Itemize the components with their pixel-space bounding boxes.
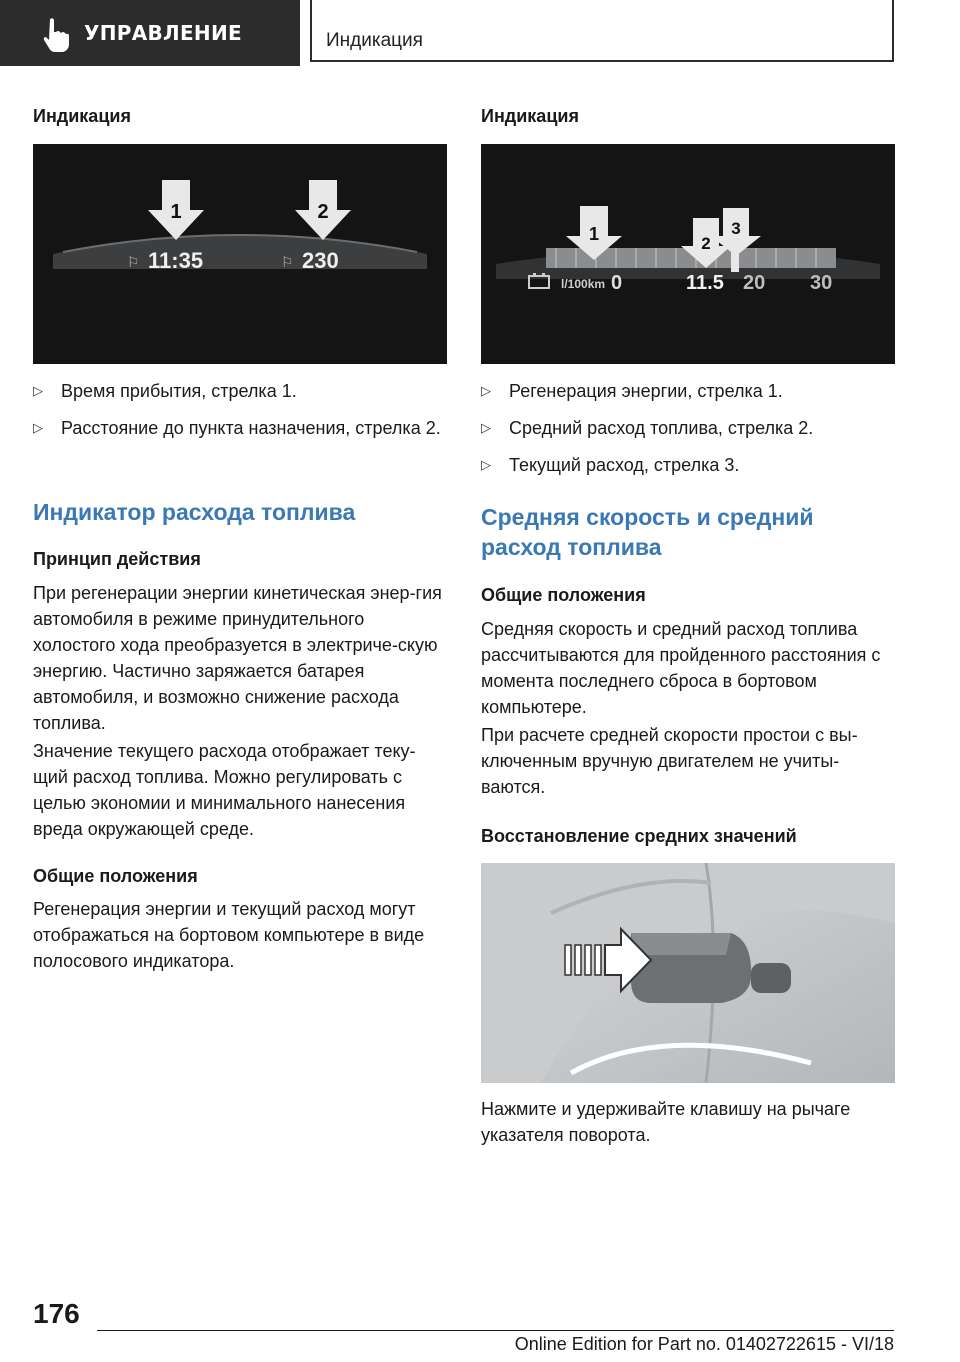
paragraph: Нажмите и удерживайте клавишу на рычаге указателя поворота. xyxy=(481,1099,851,1145)
subsection-title: Общие положения xyxy=(481,585,646,605)
right-bullet-list xyxy=(481,378,895,489)
breadcrumb-label: Индикация xyxy=(326,30,423,51)
paragraph: При регенерации энергии кинетическая энер-гия автомобиля в режиме принудительного холостого хода преобразуется в электриче-скую энергию. Частично заряжается батарея автомобиля, и возможно снижение расхода топлива. xyxy=(33,583,442,733)
triangle-bullet-icon: ▷ xyxy=(33,383,43,398)
left-bullet-list xyxy=(33,378,447,452)
callout-number-1: 1 xyxy=(170,201,182,223)
distance-value: 230 xyxy=(302,248,339,273)
paragraph: При расчете средней скорости простои с вы-ключенным вручную двигателем не учиты-ваются. xyxy=(481,725,858,797)
chapter-tab xyxy=(0,0,300,66)
section-title: Индикатор расхода топлива xyxy=(33,499,356,525)
unit-label: l/100km xyxy=(561,277,606,291)
list-item: ▷ Средний расход топлива, стрелка 2. xyxy=(481,415,895,441)
callout-number-1: 1 xyxy=(588,224,600,244)
list-item: ▷ Регенерация энергии, стрелка 1. xyxy=(481,378,895,404)
footer-text: Online Edition for Part no. 01402722615 - VI/18 xyxy=(514,1334,894,1354)
callout-number-3: 3 xyxy=(731,219,741,238)
hand-pointer-icon xyxy=(34,13,74,53)
figure-caption: Индикация xyxy=(481,106,579,126)
paragraph: Средняя скорость и средний расход топлива рассчитываются для пройденного расстояния с момента последнего сброса в бортовом компьютере. xyxy=(481,619,881,717)
arrival-time-value: 11:35 xyxy=(148,248,204,273)
figure-caption: Индикация xyxy=(33,106,131,126)
fuel-consumption-display-image xyxy=(481,144,895,364)
triangle-bullet-icon: ▷ xyxy=(481,383,491,398)
list-item: ▷ Расстояние до пункта назначения, стрелка 2. xyxy=(33,415,447,441)
chapter-title: УПРАВЛЕНИЕ xyxy=(84,21,242,45)
triangle-bullet-icon: ▷ xyxy=(481,420,491,435)
scale-label-30: 30 xyxy=(810,272,833,294)
footer-divider xyxy=(97,1330,894,1331)
callout-number-2: 2 xyxy=(317,201,329,223)
arrival-distance-display-image xyxy=(33,144,447,364)
average-consumption-value: 11.5 xyxy=(686,272,724,294)
scale-label-20: 20 xyxy=(743,272,766,294)
subsection-title: Принцип действия xyxy=(33,549,201,569)
subsection-title: Восстановление средних значений xyxy=(481,826,797,846)
subsection-title: Общие положения xyxy=(33,866,198,886)
section-title: Средняя скорость и средний расход топлива xyxy=(481,504,814,560)
scale-label-0: 0 xyxy=(611,272,623,294)
triangle-bullet-icon: ▷ xyxy=(33,420,43,435)
flag-icon: ⚐ xyxy=(281,254,294,270)
paragraph: Регенерация энергии и текущий расход могут отображаться на бортовом компьютере в виде полосового индикатора. xyxy=(33,899,425,971)
turn-signal-lever-image xyxy=(481,863,895,1083)
list-item: ▷ Текущий расход, стрелка 3. xyxy=(481,452,895,478)
flag-icon: ⚐ xyxy=(127,254,140,270)
list-item: ▷ Время прибытия, стрелка 1. xyxy=(33,378,447,404)
page-number: 176 xyxy=(33,1298,80,1329)
triangle-bullet-icon: ▷ xyxy=(481,457,491,472)
paragraph: Значение текущего расхода отображает теку-щий расход топлива. Можно регулировать с целью экономии и минимального нанесения вреда окружающей среде. xyxy=(33,741,416,839)
breadcrumb xyxy=(310,0,894,62)
callout-number-2: 2 xyxy=(701,234,711,253)
